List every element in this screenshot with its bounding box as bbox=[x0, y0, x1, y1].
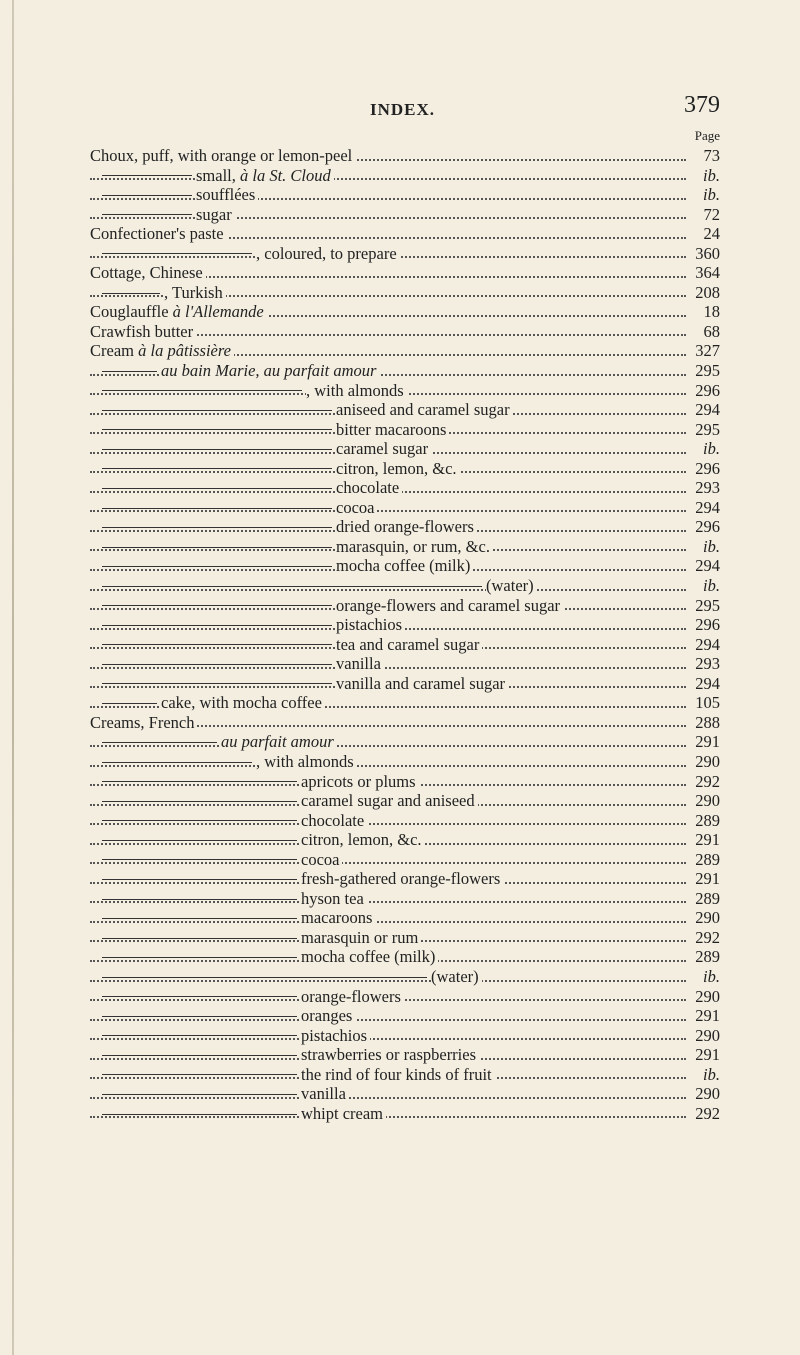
entry-page-number: 290 bbox=[687, 908, 720, 928]
entry-text: dried orange-flowers bbox=[336, 517, 477, 536]
entry-text: small, à la St. Cloud bbox=[196, 166, 334, 185]
entry-page-number: 72 bbox=[687, 205, 720, 225]
ditto-dash bbox=[102, 996, 297, 997]
entry-page-number: 293 bbox=[687, 478, 720, 498]
index-entry bbox=[90, 576, 720, 596]
ditto-dash bbox=[102, 1035, 297, 1036]
ditto-dash bbox=[102, 859, 297, 860]
header-page-number: 379 bbox=[684, 92, 720, 118]
entry-text: cocoa bbox=[301, 850, 342, 869]
ditto-dash bbox=[102, 918, 297, 919]
ditto-dash bbox=[102, 899, 297, 900]
entry-text: marasquin, or rum, &c. bbox=[336, 537, 493, 556]
entry-page-number: ib. bbox=[687, 439, 720, 459]
entry-page-number: 291 bbox=[687, 830, 720, 850]
entry-text: citron, lemon, &c. bbox=[301, 830, 425, 849]
entry-page-number: 360 bbox=[687, 244, 720, 264]
entry-text: sugar bbox=[196, 205, 235, 224]
entry-text: bitter macaroons bbox=[336, 420, 449, 439]
entry-page-number: 290 bbox=[687, 1084, 720, 1104]
entry-text: the rind of four kinds of fruit bbox=[301, 1065, 495, 1084]
entry-page-number: 290 bbox=[687, 1026, 720, 1046]
index-entry bbox=[90, 811, 720, 831]
ditto-dash bbox=[102, 1114, 297, 1115]
entry-text: Cottage, Chinese bbox=[90, 263, 206, 282]
running-header bbox=[90, 92, 720, 122]
entry-text: citron, lemon, &c. bbox=[336, 459, 460, 478]
index-entry bbox=[90, 498, 720, 518]
entry-page-number: 289 bbox=[687, 947, 720, 967]
ditto-dash bbox=[102, 781, 297, 782]
ditto-dash bbox=[102, 683, 332, 684]
index-entry bbox=[90, 322, 720, 342]
entry-page-number: ib. bbox=[687, 1065, 720, 1085]
entry-text: mocha coffee (milk) bbox=[336, 556, 473, 575]
index-entry bbox=[90, 889, 720, 909]
entry-page-number: 288 bbox=[687, 713, 720, 733]
entry-page-number: 296 bbox=[687, 517, 720, 537]
index-entry bbox=[90, 1045, 720, 1065]
ditto-dash bbox=[102, 938, 297, 939]
entry-page-number: 290 bbox=[687, 987, 720, 1007]
entry-page-number: 291 bbox=[687, 1045, 720, 1065]
ditto-dash bbox=[102, 820, 297, 821]
ditto-dash bbox=[102, 957, 297, 958]
entry-page-number: 296 bbox=[687, 459, 720, 479]
entry-text: vanilla bbox=[336, 654, 384, 673]
ditto-dash bbox=[102, 625, 332, 626]
entry-text: hyson tea bbox=[301, 889, 367, 908]
entry-text: mocha coffee (milk) bbox=[301, 947, 438, 966]
ditto-dash bbox=[102, 449, 332, 450]
index-entry bbox=[90, 205, 720, 225]
index-entry bbox=[90, 478, 720, 498]
index-entry bbox=[90, 185, 720, 205]
ditto-dash bbox=[102, 586, 482, 587]
entry-text: , with almonds bbox=[306, 381, 407, 400]
ditto-dash bbox=[102, 293, 160, 294]
ditto-dash bbox=[102, 508, 332, 509]
index-entry bbox=[90, 341, 720, 361]
ditto-dash bbox=[102, 175, 192, 176]
index-entry bbox=[90, 400, 720, 420]
entry-text: cocoa bbox=[336, 498, 377, 517]
entry-text: chocolate bbox=[301, 811, 367, 830]
index-entry bbox=[90, 596, 720, 616]
entry-page-number: 289 bbox=[687, 811, 720, 831]
index-entry bbox=[90, 635, 720, 655]
entry-text: (water) bbox=[431, 967, 482, 986]
ditto-dash bbox=[102, 1016, 297, 1017]
entry-text: caramel sugar bbox=[336, 439, 431, 458]
entry-page-number: ib. bbox=[687, 576, 720, 596]
ditto-dash bbox=[102, 429, 332, 430]
index-entry bbox=[90, 693, 720, 713]
ditto-dash bbox=[102, 371, 157, 372]
index-entry bbox=[90, 556, 720, 576]
index-entry bbox=[90, 850, 720, 870]
ditto-dash bbox=[102, 468, 332, 469]
entry-page-number: 294 bbox=[687, 556, 720, 576]
entry-page-number: 293 bbox=[687, 654, 720, 674]
ditto-dash bbox=[102, 801, 297, 802]
index-entry bbox=[90, 908, 720, 928]
entry-text: whipt cream bbox=[301, 1104, 386, 1123]
index-entry bbox=[90, 361, 720, 381]
index-entry bbox=[90, 459, 720, 479]
ditto-dash bbox=[102, 664, 332, 665]
ditto-dash bbox=[102, 566, 332, 567]
index-entry bbox=[90, 987, 720, 1007]
entry-text: pistachios bbox=[301, 1026, 370, 1045]
entry-page-number: 289 bbox=[687, 850, 720, 870]
entry-text: soufflées bbox=[196, 185, 258, 204]
index-entry bbox=[90, 1065, 720, 1085]
entry-text: apricots or plums bbox=[301, 772, 419, 791]
index-entry bbox=[90, 772, 720, 792]
ditto-dash bbox=[102, 547, 332, 548]
header-title: INDEX. bbox=[370, 100, 436, 119]
index-entry bbox=[90, 517, 720, 537]
entry-text: vanilla bbox=[301, 1084, 349, 1103]
page-gutter-edge bbox=[12, 0, 14, 1355]
entry-text: macaroons bbox=[301, 908, 375, 927]
index-entry bbox=[90, 537, 720, 557]
index-entry bbox=[90, 1084, 720, 1104]
ditto-dash bbox=[102, 703, 157, 704]
ditto-dash bbox=[102, 605, 332, 606]
entry-text: Choux, puff, with orange or lemon-peel bbox=[90, 146, 355, 165]
index-entry bbox=[90, 439, 720, 459]
entry-page-number: 295 bbox=[687, 596, 720, 616]
entry-text: Creams, French bbox=[90, 713, 197, 732]
index-entry bbox=[90, 615, 720, 635]
ditto-dash bbox=[102, 390, 302, 391]
ditto-dash bbox=[102, 488, 332, 489]
entry-page-number: 105 bbox=[687, 693, 720, 713]
index-entry bbox=[90, 732, 720, 752]
entry-text: , Turkish bbox=[164, 283, 226, 302]
index-entry bbox=[90, 830, 720, 850]
entry-page-number: ib. bbox=[687, 166, 720, 186]
index-entry bbox=[90, 283, 720, 303]
entry-text: Crawfish butter bbox=[90, 322, 196, 341]
entry-page-number: 364 bbox=[687, 263, 720, 283]
entry-page-number: 291 bbox=[687, 869, 720, 889]
entry-text: Couglauffle à l'Allemande bbox=[90, 302, 267, 321]
entry-page-number: 292 bbox=[687, 1104, 720, 1124]
entry-page-number: 292 bbox=[687, 928, 720, 948]
ditto-dash bbox=[102, 410, 332, 411]
entry-text: Cream à la pâtissière bbox=[90, 341, 234, 360]
ditto-dash bbox=[102, 527, 332, 528]
ditto-dash bbox=[102, 644, 332, 645]
entry-page-number: 294 bbox=[687, 498, 720, 518]
entry-page-number: 294 bbox=[687, 635, 720, 655]
index-entry bbox=[90, 947, 720, 967]
entry-page-number: 290 bbox=[687, 752, 720, 772]
entry-page-number: 295 bbox=[687, 361, 720, 381]
index-entry bbox=[90, 302, 720, 322]
entry-text: chocolate bbox=[336, 478, 402, 497]
index-entry bbox=[90, 752, 720, 772]
entry-page-number: ib. bbox=[687, 185, 720, 205]
entry-text: au parfait amour bbox=[221, 732, 337, 751]
entry-page-number: 290 bbox=[687, 791, 720, 811]
entry-text: au bain Marie, au parfait amour bbox=[161, 361, 379, 380]
ditto-dash bbox=[102, 879, 297, 880]
entry-text: (water) bbox=[486, 576, 537, 595]
entry-page-number: 294 bbox=[687, 400, 720, 420]
entry-text: caramel sugar and aniseed bbox=[301, 791, 478, 810]
entry-page-number: 294 bbox=[687, 674, 720, 694]
ditto-dash bbox=[102, 742, 217, 743]
index-entry bbox=[90, 654, 720, 674]
index-entry bbox=[90, 166, 720, 186]
entry-page-number: 24 bbox=[687, 224, 720, 244]
entry-page-number: 327 bbox=[687, 341, 720, 361]
page-column-label: Page bbox=[694, 128, 720, 143]
ditto-dash bbox=[102, 195, 192, 196]
entry-text: orange-flowers and caramel sugar bbox=[336, 596, 563, 615]
index-entry bbox=[90, 263, 720, 283]
index-entry bbox=[90, 1006, 720, 1026]
entry-page-number: 292 bbox=[687, 772, 720, 792]
entry-page-number: 296 bbox=[687, 615, 720, 635]
entry-text: Confectioner's paste bbox=[90, 224, 227, 243]
entry-text: orange-flowers bbox=[301, 987, 404, 1006]
entry-text: strawberries or raspberries bbox=[301, 1045, 479, 1064]
index-entry bbox=[90, 224, 720, 244]
ditto-dash bbox=[102, 762, 252, 763]
ditto-dash bbox=[102, 1055, 297, 1056]
entry-page-number: 296 bbox=[687, 381, 720, 401]
ditto-dash bbox=[102, 840, 297, 841]
index-entry bbox=[90, 674, 720, 694]
entry-page-number: 18 bbox=[687, 302, 720, 322]
index-entry bbox=[90, 146, 720, 166]
entry-text: aniseed and caramel sugar bbox=[336, 400, 513, 419]
entry-page-number: ib. bbox=[687, 537, 720, 557]
entry-page-number: 208 bbox=[687, 283, 720, 303]
entry-text: oranges bbox=[301, 1006, 355, 1025]
index-entry bbox=[90, 967, 720, 987]
entry-page-number: 73 bbox=[687, 146, 720, 166]
entry-page-number: 291 bbox=[687, 1006, 720, 1026]
entry-page-number: 68 bbox=[687, 322, 720, 342]
index-entry bbox=[90, 1026, 720, 1046]
entry-text: , coloured, to prepare bbox=[256, 244, 400, 263]
entry-page-number: ib. bbox=[687, 967, 720, 987]
ditto-dash bbox=[102, 1094, 297, 1095]
entry-text: fresh-gathered orange-flowers bbox=[301, 869, 503, 888]
entry-text: cake, with mocha coffee bbox=[161, 693, 325, 712]
ditto-dash bbox=[102, 253, 252, 254]
entry-text: tea and caramel sugar bbox=[336, 635, 482, 654]
entry-text: marasquin or rum bbox=[301, 928, 421, 947]
ditto-dash bbox=[102, 214, 192, 215]
entry-page-number: 295 bbox=[687, 420, 720, 440]
entry-text: pistachios bbox=[336, 615, 405, 634]
entry-page-number: 291 bbox=[687, 732, 720, 752]
entry-text: , with almonds bbox=[256, 752, 357, 771]
index-entry bbox=[90, 420, 720, 440]
index-entry bbox=[90, 713, 720, 733]
entry-text: vanilla and caramel sugar bbox=[336, 674, 508, 693]
index-entry bbox=[90, 381, 720, 401]
ditto-dash bbox=[102, 1074, 297, 1075]
index-entries bbox=[90, 146, 720, 1123]
index-entry bbox=[90, 869, 720, 889]
entry-page-number: 289 bbox=[687, 889, 720, 909]
index-entry bbox=[90, 928, 720, 948]
index-entry bbox=[90, 1104, 720, 1124]
ditto-dash bbox=[102, 977, 427, 978]
index-entry bbox=[90, 244, 720, 264]
index-entry bbox=[90, 791, 720, 811]
